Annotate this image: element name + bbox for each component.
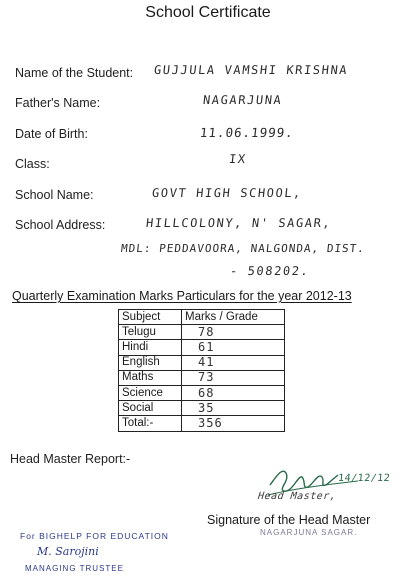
- signature-label: Signature of the Head Master: [207, 513, 371, 527]
- stamp-line-1: Head Master,: [257, 491, 337, 502]
- marks-cell: 68: [182, 385, 285, 400]
- subject-cell: Maths: [119, 370, 182, 385]
- table-header-row: [119, 310, 285, 325]
- head-master-report-label: Head Master Report:-: [10, 452, 131, 466]
- subject-cell: Telugu: [119, 325, 182, 340]
- table-row-total: [119, 416, 285, 431]
- class-label: Class:: [15, 157, 50, 171]
- dob-value: 11.06.1999.: [199, 125, 295, 140]
- table-row: [119, 325, 285, 340]
- footer-org: For BIGHELP FOR EDUCATION: [20, 531, 169, 541]
- school-name-value: GOVT HIGH SCHOOL,: [151, 186, 303, 200]
- table-row: [119, 340, 285, 355]
- school-name-label: School Name:: [15, 188, 94, 202]
- signature-date: 14/12/12: [337, 473, 391, 484]
- marks-cell: 356: [182, 416, 285, 431]
- subject-cell: English: [119, 355, 182, 370]
- stamp-line-2: NAGARJUNA SAGAR.: [260, 528, 358, 537]
- address-line-1: HILLCOLONY, N' SAGAR,: [145, 216, 333, 230]
- column-header-marks: Marks / Grade: [182, 310, 285, 325]
- marks-cell: 41: [182, 355, 285, 370]
- footer-role: MANAGING TRUSTEE: [25, 564, 124, 573]
- page-title: School Certificate: [145, 4, 271, 21]
- table-row: [119, 385, 285, 400]
- father-name-value: NAGARJUNA: [202, 93, 284, 107]
- column-header-subject: Subject: [119, 310, 182, 325]
- marks-cell: 61: [182, 340, 285, 355]
- subject-cell: Total:-: [119, 416, 182, 431]
- marks-heading: Quarterly Examination Marks Particulars for the year 2012-13: [12, 289, 352, 303]
- marks-cell: 73: [182, 370, 285, 385]
- subject-cell: Hindi: [119, 340, 182, 355]
- table-row: [119, 355, 285, 370]
- table-row: [119, 401, 285, 416]
- subject-cell: Social: [119, 401, 182, 416]
- dob-label: Date of Birth:: [15, 127, 88, 141]
- student-name-label: Name of the Student:: [15, 66, 134, 80]
- marks-cell: 35: [182, 401, 285, 416]
- marks-cell: 78: [182, 325, 285, 340]
- father-name-label: Father's Name:: [15, 96, 101, 110]
- school-address-label: School Address:: [15, 218, 106, 232]
- student-name-value: GUJJULA VAMSHI KRISHNA: [153, 63, 349, 77]
- address-line-3: - 508202.: [229, 264, 311, 278]
- subject-cell: Science: [119, 385, 182, 400]
- table-row: [119, 370, 285, 385]
- address-line-2: MDL: PEDDAVOORA, NALGONDA, DIST.: [120, 242, 366, 255]
- marks-table: [118, 309, 285, 432]
- footer-signer: M. Sarojini: [37, 545, 99, 558]
- class-value: IX: [228, 152, 248, 166]
